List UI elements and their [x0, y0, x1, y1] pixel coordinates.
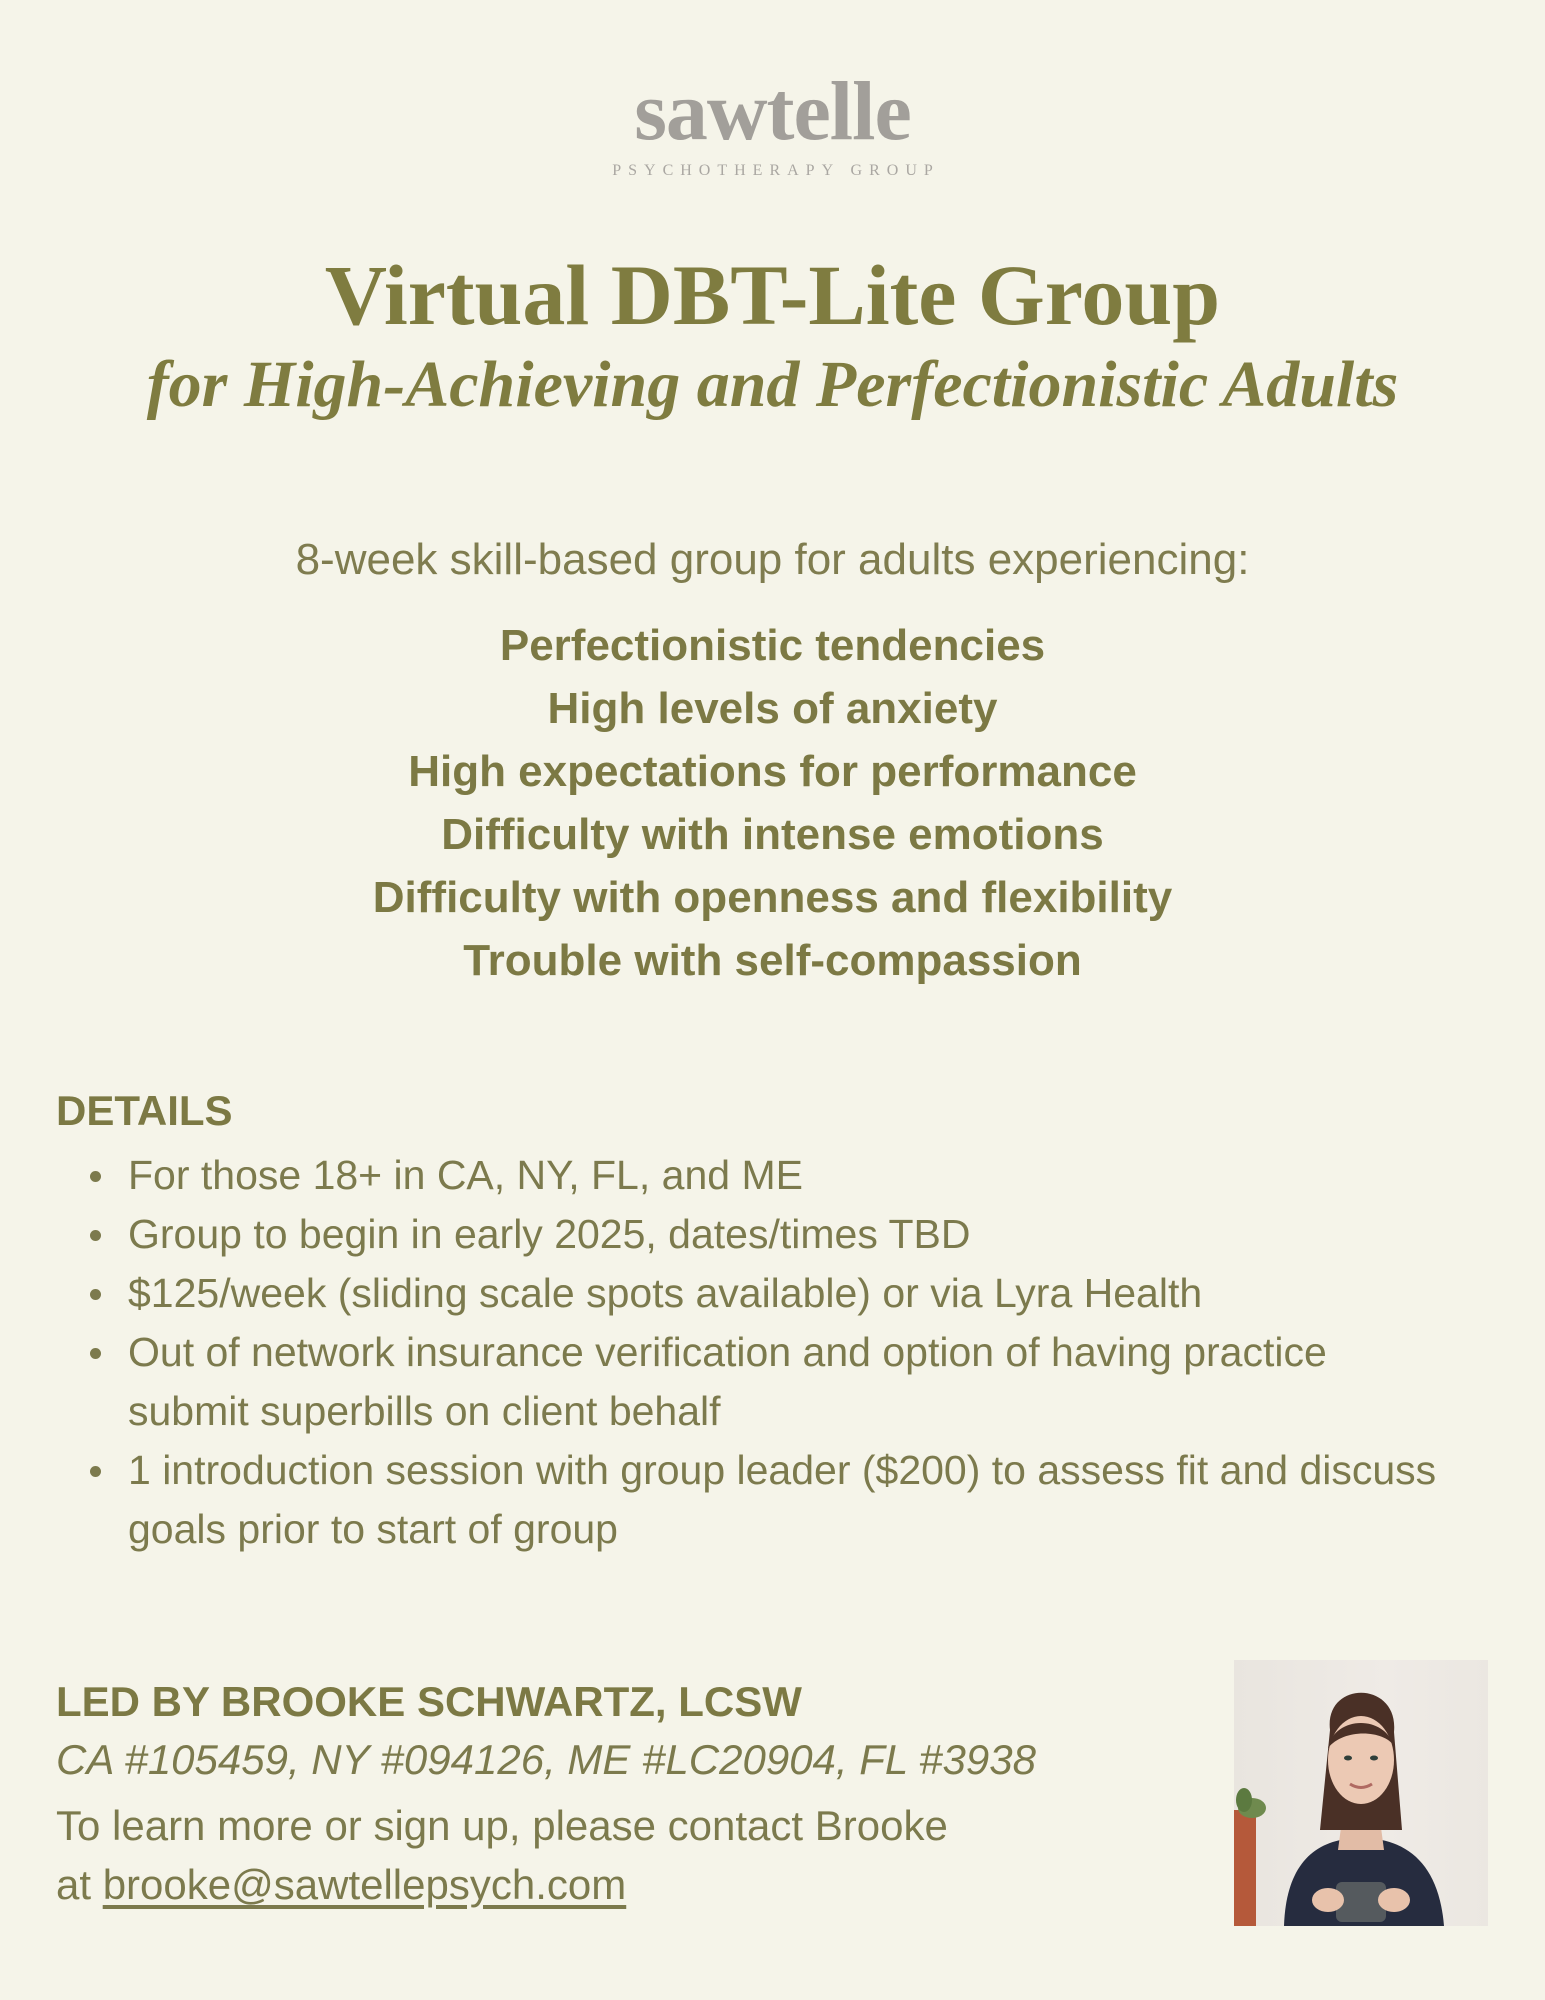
details-item: $125/week (sliding scale spots available) or via Lyra Health — [128, 1264, 1448, 1323]
logo-tagline: PSYCHOTHERAPY GROUP — [612, 162, 940, 179]
intro-text: 8-week skill-based group for adults experiencing: — [295, 535, 1250, 584]
leader-heading: LED BY BROOKE SCHWARTZ, LCSW — [56, 1678, 802, 1725]
details-heading: DETAILS — [56, 1087, 233, 1134]
details-item: Out of network insurance verification and option of having practice submit superbills on client behalf — [128, 1323, 1448, 1441]
details-list — [56, 1146, 1448, 1559]
details-item: For those 18+ in CA, NY, FL, and ME — [128, 1146, 1448, 1205]
page-title: Virtual DBT-Lite Group — [324, 247, 1221, 343]
contact-prefix: at — [56, 1861, 103, 1908]
symptom-item: Trouble with self-compassion — [463, 936, 1082, 985]
leader-licenses: CA #105459, NY #094126, ME #LC20904, FL #3938 — [56, 1736, 1036, 1783]
symptom-item: Difficulty with intense emotions — [441, 810, 1104, 859]
page-subtitle: for High-Achieving and Perfectionistic Adults — [146, 348, 1399, 421]
logo — [0, 65, 1545, 180]
symptom-list — [0, 614, 1545, 992]
symptom-item: Perfectionistic tendencies — [499, 621, 1046, 670]
symptom-item: Difficulty with openness and flexibility — [372, 873, 1173, 922]
symptom-item: High levels of anxiety — [547, 684, 998, 733]
logo-wordmark: sawtelle — [634, 65, 911, 158]
contact-line: To learn more or sign up, please contact Brooke — [56, 1802, 948, 1849]
contact-text — [56, 1796, 1156, 1914]
email-link[interactable]: brooke@sawtellepsych.com — [102, 1861, 627, 1908]
symptom-item: High expectations for performance — [408, 747, 1137, 796]
leader-photo — [1234, 1660, 1488, 1926]
portrait-illustration — [1234, 1660, 1488, 1926]
details-item: 1 introduction session with group leader ($200) to assess fit and discuss goals prior to start of group — [128, 1441, 1448, 1559]
details-item: Group to begin in early 2025, dates/times TBD — [128, 1205, 1448, 1264]
